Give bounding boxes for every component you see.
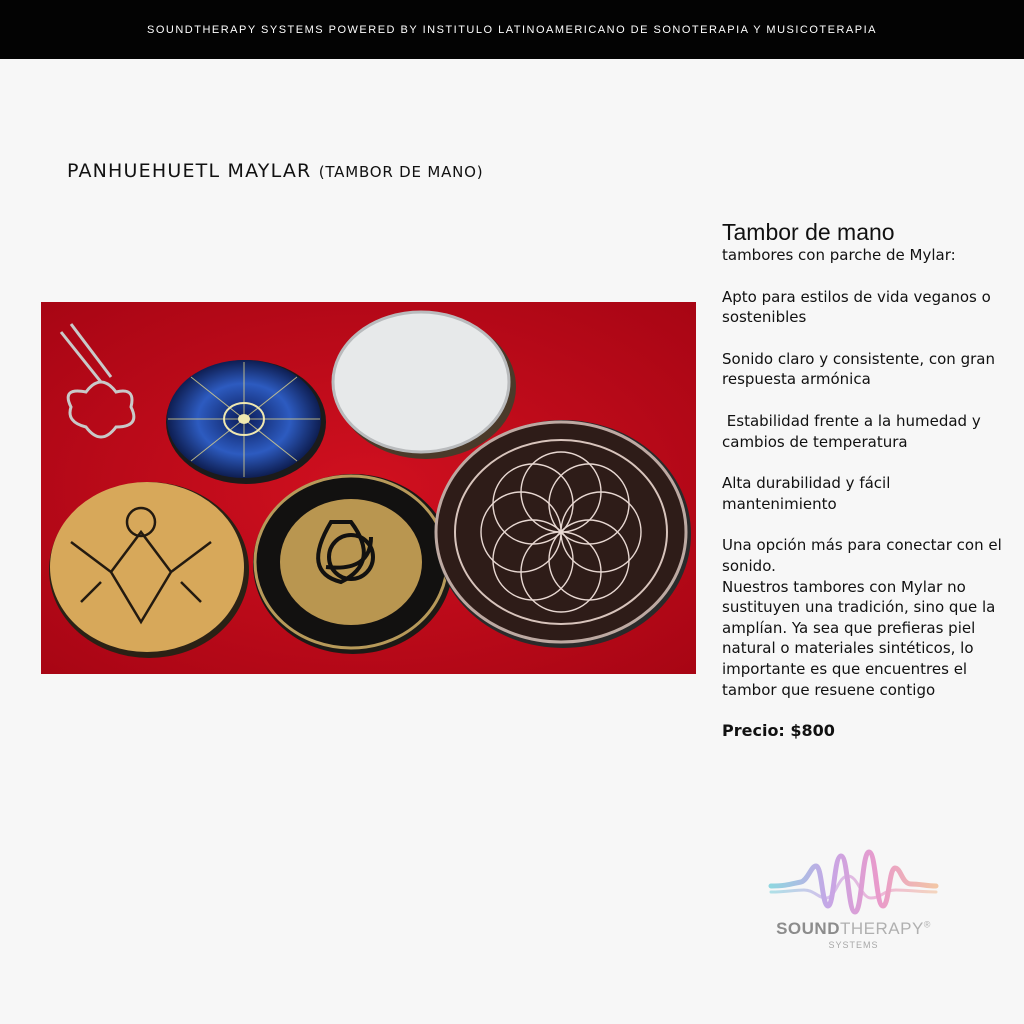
description-line: Alta durabilidad y fácil mantenimiento (722, 474, 891, 513)
logo-wordmark (766, 919, 941, 939)
top-banner (0, 0, 1024, 59)
description-line: Apto para estilos de vida veganos o sostenibles (722, 287, 991, 327)
registered-mark: ® (923, 919, 931, 930)
description-heading: Tambor de mano (722, 219, 895, 245)
page-title (67, 160, 483, 182)
description-line: Estabilidad frente a la humedad y cambios de temperatura (722, 411, 986, 451)
soundtherapy-logo (766, 846, 941, 956)
description-line: tambores con parche de Mylar: (722, 246, 956, 264)
product-subtitle: (TAMBOR DE MANO) (318, 163, 484, 181)
description-line: Nuestros tambores con Mylar no sustituyen una tradición, sino que la amplían. Ya sea que prefieras piel natural o materiales sintéticos, lo importante es que encuentres el tambor que resuene contigo (722, 577, 996, 699)
logo-brand-bold: SOUND (776, 919, 840, 938)
product-photo (41, 302, 696, 674)
price-label: Precio: $800 (722, 721, 835, 741)
product-description (722, 219, 1007, 742)
description-line: Sonido claro y consistente, con gran respuesta armónica (722, 349, 995, 389)
logo-tagline: SYSTEMS (828, 940, 879, 950)
soundwave-icon (766, 846, 941, 918)
product-name: PANHUEHUETL MAYLAR (67, 160, 312, 182)
description-line: Una opción más para conectar con el sonido. (722, 536, 1002, 575)
logo-brand-light: THERAPY (839, 919, 924, 938)
banner-text: SOUNDTHERAPY SYSTEMS POWERED BY INSTITULO LATINOAMERICANO DE SONOTERAPIA Y MUSICOTERAPIA (147, 23, 877, 36)
